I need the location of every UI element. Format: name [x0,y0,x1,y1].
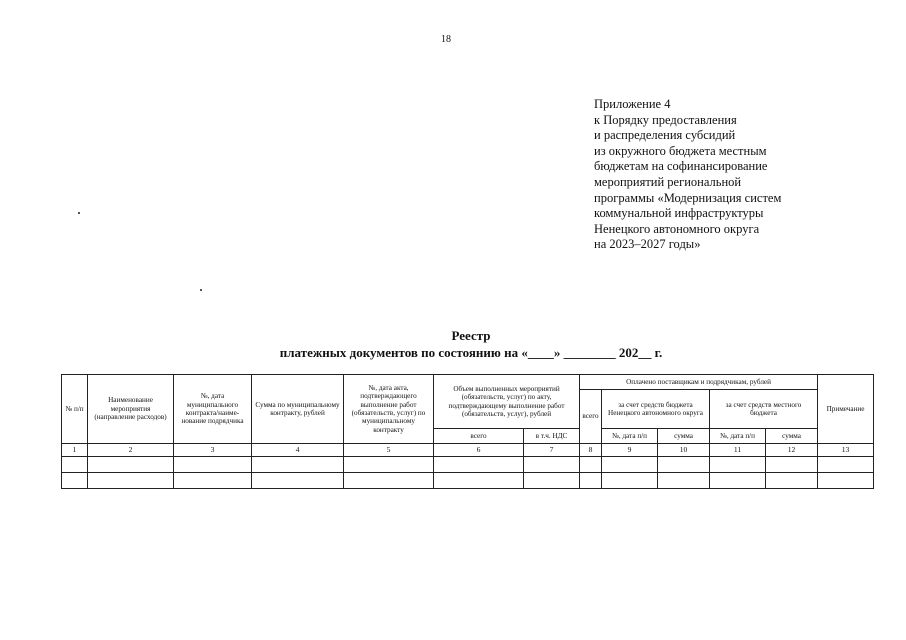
header-doc-date-local: №, дата п/п [710,429,766,444]
header-amount-local: сумма [766,429,818,444]
table-body [62,457,874,489]
table-cell [62,457,88,473]
table-row [62,457,874,473]
table-cell [602,473,658,489]
table-cell [344,473,434,489]
header-num: № п/п [62,375,88,444]
table-cell [580,473,602,489]
table-cell [658,473,710,489]
header-volume: Объем выполненных мероприятий (обязательств, услуг) по акту, подтверждающему выполнение работ (обязательств, услуг), рублей [434,375,580,429]
page-number: 18 [441,34,451,45]
table-cell [710,473,766,489]
table-cell [524,457,580,473]
header-act: №, дата акта, подтверждающего выполнение работ (обязательств, услуг) по муниципальному контракту [344,375,434,444]
column-number: 10 [658,444,710,457]
appendix-line: программы «Модернизация систем [594,190,782,205]
table-cell [658,457,710,473]
table-cell [766,473,818,489]
table-cell [88,473,174,489]
column-number-row [62,444,874,457]
table-cell [818,457,874,473]
document-title: Реестр [451,328,491,343]
header-paid: Оплачено поставщикам и подрядчикам, рублей [580,375,818,390]
table-cell [818,473,874,489]
table-cell [174,473,252,489]
table-cell [252,457,344,473]
column-number: 12 [766,444,818,457]
column-number: 7 [524,444,580,457]
column-number: 2 [88,444,174,457]
document-subtitle: платежных документов по состоянию на «____» ________ 202__ г. [279,345,663,360]
appendix-note [594,97,884,253]
header-paid-okrug: за счет средств бюджета Ненецкого автономного округа [602,390,710,429]
table-row [62,473,874,489]
appendix-line: Ненецкого автономного округа [594,221,760,236]
table-cell [62,473,88,489]
scan-speck [200,289,202,291]
column-number: 8 [580,444,602,457]
table-cell [766,457,818,473]
payment-register-table [61,374,874,489]
column-number: 6 [434,444,524,457]
column-number: 9 [602,444,658,457]
appendix-line: из окружного бюджета местным [594,143,767,158]
column-number: 11 [710,444,766,457]
scan-speck [78,212,80,214]
appendix-line: на 2023–2027 годы» [594,237,701,252]
appendix-line: и распределения субсидий [594,128,736,143]
table-cell [434,457,524,473]
table-cell [602,457,658,473]
column-number: 4 [252,444,344,457]
table-cell [710,457,766,473]
header-volume-total: всего [434,429,524,444]
appendix-line: к Порядку предоставления [594,112,737,127]
header-paid-total: всего [580,390,602,444]
table-cell [580,457,602,473]
appendix-line: коммунальной инфраструктуры [594,206,764,221]
header-contract-sum: Сумма по муниципальному контракту, рублей [252,375,344,444]
table-cell [252,473,344,489]
table-cell [434,473,524,489]
column-number: 1 [62,444,88,457]
header-paid-local: за счет средств местного бюджета [710,390,818,429]
table-cell [344,457,434,473]
header-volume-vat: в т.ч. НДС [524,429,580,444]
header-note: Примечание [818,375,874,444]
table-cell [174,457,252,473]
column-number: 5 [344,444,434,457]
column-number: 13 [818,444,874,457]
table-cell [524,473,580,489]
header-doc-date-okrug: №, дата п/п [602,429,658,444]
appendix-line: бюджетам на софинансирование [594,159,768,174]
header-event: Наименование мероприятия (направление расходов) [88,375,174,444]
column-number: 3 [174,444,252,457]
header-contract: №, дата муниципального контракта/наиме-нование подрядчика [174,375,252,444]
appendix-line: мероприятий региональной [594,174,742,189]
appendix-line: Приложение 4 [594,97,671,111]
header-amount-okrug: сумма [658,429,710,444]
table-cell [88,457,174,473]
